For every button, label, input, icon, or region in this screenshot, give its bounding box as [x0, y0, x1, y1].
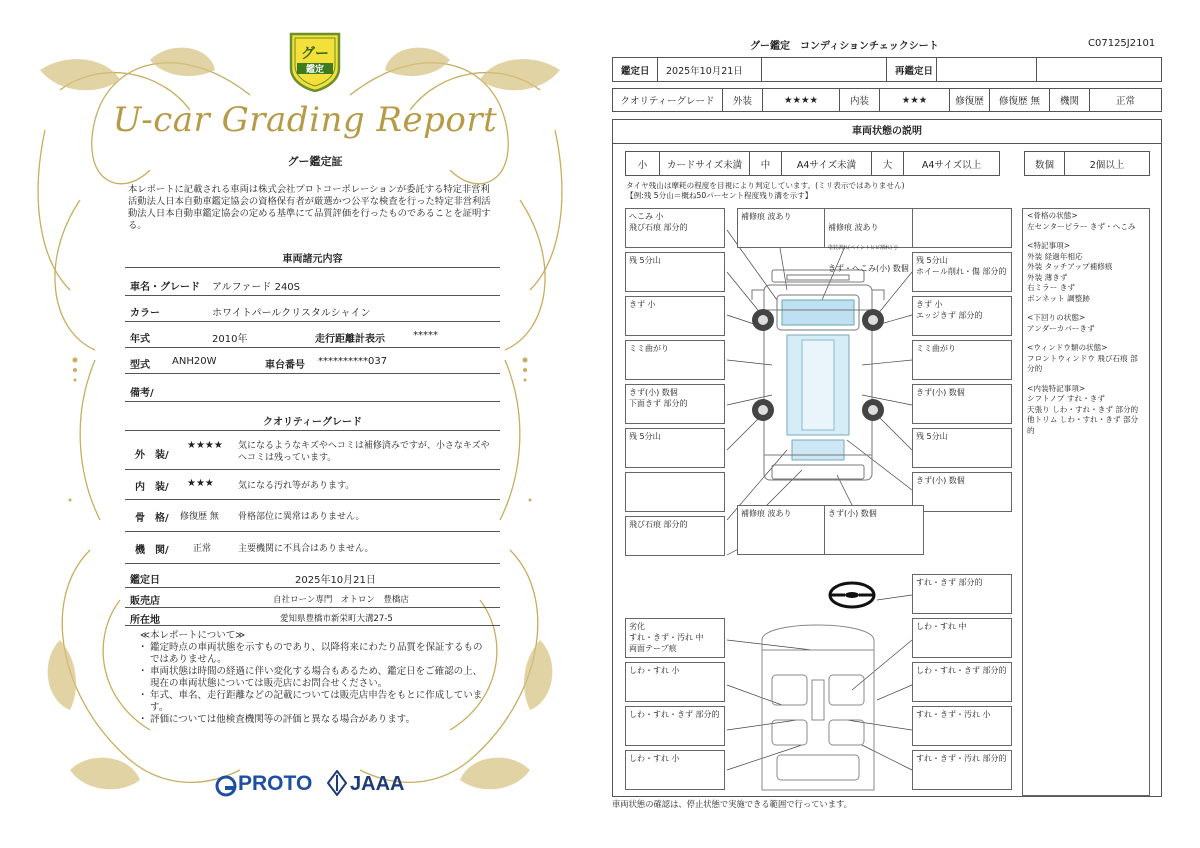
exterior-comment-box: 補修痕 波あり: [737, 208, 837, 248]
remarks-panel: [1022, 208, 1150, 796]
interior-comment-box: しわ・すれ・きず 部分的: [912, 662, 1012, 702]
grade-engine-desc: 主要機関に不具合はありません。: [238, 544, 374, 554]
exterior-comment-box: [824, 208, 924, 273]
reappraisal-date-value: [937, 58, 1037, 81]
tire-note: タイヤ残山は摩耗の程度を目視により判定しています。(ミリ表示ではありません): [626, 181, 905, 190]
shop-value: 自社ローン専門 オトロン 豊橋店: [273, 595, 409, 605]
interior-comment-box: しわ・すれ 小: [625, 662, 725, 702]
appraisal-date-value: 2025年10月21日: [658, 58, 762, 81]
grade-row-interior: [125, 470, 500, 500]
tire-example-note: 【例:残 5分山＝概ね50パーセント程度残り溝を示す】: [626, 191, 813, 200]
exterior-comment-line: きず・へこみ(小) 数個: [828, 264, 909, 273]
interior-comment-box: しわ・すれ・きず 部分的: [625, 706, 725, 746]
svg-text:グー: グー: [301, 46, 329, 62]
spec-model-label: 型式: [130, 360, 150, 371]
proto-logo: PROTO: [238, 772, 313, 795]
quality-section-title: クオリティーグレード: [263, 417, 362, 428]
notes-title: ≪本レポートについて≫: [140, 630, 246, 641]
exterior-label: 外装: [723, 89, 763, 111]
address-value: 愛知県豊橋市新栄町大溝27-5: [280, 614, 393, 624]
size-large-desc: A4サイズ以上: [921, 159, 982, 171]
size-large-label: 大: [872, 152, 904, 175]
remarks-block-body: 外装 経過年相応 外装 タッチアップ補修痕 外装 薄きず 右ミラー きず ボンネット 調整跡: [1027, 251, 1113, 303]
interior-comment-box: しわ・すれ 中: [912, 618, 1012, 658]
shop-label: 販売店: [130, 596, 160, 607]
exterior-comment-box: きず 小: [625, 296, 725, 336]
exterior-comment-box: きず(小) 数個: [912, 384, 1012, 424]
remarks-block: [1027, 211, 1145, 232]
grade-interior-desc: 気になる汚れ等があります。: [238, 481, 355, 491]
count-legend-table: [1024, 151, 1150, 176]
remarks-block: [1027, 241, 1145, 304]
exterior-comment-box: [625, 472, 725, 512]
date-row: [125, 566, 500, 588]
spec-color-value: ホワイトパールクリスタルシャイン: [212, 308, 371, 319]
grade-interior-label: 内 装/: [135, 482, 169, 493]
count-desc: 2個以上: [1089, 159, 1125, 171]
exterior-comment-box: 補修痕 波あり: [737, 505, 837, 555]
spec-name-label: 車名・グレード: [130, 282, 200, 293]
remarks-block-title: <骨格の状態>: [1027, 211, 1078, 220]
grade-exterior-value: ★★★★: [187, 440, 223, 451]
exterior-comment-box: へこみ 小 飛び石痕 部分的: [625, 208, 725, 248]
size-legend-table: [625, 151, 1000, 176]
spec-divider: [125, 267, 500, 268]
remarks-block: [1027, 313, 1145, 334]
quality-divider: [125, 430, 500, 431]
engine-label: 機関: [1050, 89, 1090, 111]
size-small-desc: カードサイズ未満: [660, 152, 750, 175]
spec-chassis-value: **********037: [318, 356, 388, 367]
exterior-comment-box: きず(小) 数個: [824, 505, 924, 555]
grade-row-frame: [125, 500, 500, 532]
exterior-comment-box: 残 5分山: [625, 428, 725, 468]
remarks-block: [1027, 384, 1145, 437]
spec-section-title: 車両諸元内容: [282, 254, 343, 265]
spec-name-value: アルファード 240S: [212, 282, 301, 293]
count-label: 数個: [1025, 152, 1065, 175]
exterior-comment-box: ミミ曲がり: [912, 340, 1012, 380]
remarks-block-body: フロントウィンドウ 飛び石痕 部分的: [1027, 353, 1138, 373]
appraisal-date-table: [612, 57, 1162, 82]
quality-grade-table: [612, 88, 1162, 112]
steering-wheel-icon: [830, 583, 874, 607]
exterior-comment-box: きず(小) 数個 下面きず 部分的: [625, 384, 725, 424]
size-mid-label: 中: [750, 152, 782, 175]
report-notes: [140, 630, 490, 726]
repair-history-value: 修復歴 無: [990, 89, 1050, 111]
jaaa-logo: JAAA: [350, 773, 405, 795]
shop-row: [125, 588, 500, 608]
vehicle-state-title: 車両状態の説明: [613, 120, 1161, 144]
grade-engine-value: 正常: [193, 544, 212, 554]
footer-note: 車両状態の確認は、停止状態で実施できる範囲で行っています。: [612, 799, 852, 809]
report-title: U-car Grading Report: [112, 100, 498, 140]
exterior-comment-box: 飛び石痕 部分的: [625, 516, 725, 556]
spec-row-color: [125, 297, 500, 322]
exterior-comment-line: 補修痕 波あり: [828, 223, 879, 232]
certificate-title: グー鑑定証: [287, 155, 343, 168]
address-row: [125, 608, 500, 626]
document-code: C07125J2101: [1088, 38, 1156, 49]
spec-row-name: [125, 271, 500, 296]
quality-grade-label: クオリティーグレード: [613, 89, 723, 111]
exterior-comment-box: きず 小 エッジきず 部分的: [912, 296, 1012, 336]
spec-model-value: ANH20W: [172, 356, 217, 367]
grade-exterior-label: 外 装/: [135, 450, 169, 461]
reappraisal-date-label: 再鑑定日: [887, 58, 937, 81]
remarks-block-body: 左センターピラー きず・へこみ: [1027, 221, 1136, 231]
address-label: 所在地: [130, 615, 160, 626]
spec-year-value: 2010年: [212, 334, 248, 345]
spec-odo-label: 走行距離計表示: [315, 334, 385, 345]
spec-row-year: [125, 323, 500, 348]
exterior-comment-line: 塗装剥れ(ペイントヒビ割れ) 小: [828, 245, 899, 251]
remarks-block-title: <下回りの状態>: [1027, 313, 1086, 322]
grade-interior-value: ★★★: [187, 478, 214, 489]
grade-row-exterior: [125, 434, 500, 470]
interior-comment-box: すれ・きず・汚れ 小: [912, 706, 1012, 746]
size-small-label: 小: [626, 152, 660, 175]
interior-comment-box: しわ・すれ 小: [625, 750, 725, 790]
grade-exterior-desc: 気になるようなキズやヘコミは補修済みですが、小さなキズやヘコミは残っています。: [238, 441, 490, 463]
remarks-block-body: アンダーカバーきず: [1027, 323, 1095, 333]
date-label: 鑑定日: [130, 575, 160, 586]
exterior-comment-box: ミミ曲がり: [625, 340, 725, 380]
note-item: ・ 評価については他検査機関等の評価と異なる場合があります。: [140, 714, 490, 726]
note-item: ・ 年式、車名、走行距離などの記載については販売店申告をもとに作成しています。: [140, 690, 490, 714]
remarks-block-title: <内装特記事項>: [1027, 383, 1086, 393]
jaaa-logo-icon: [327, 770, 347, 796]
grade-frame-label: 骨 格/: [135, 513, 169, 524]
engine-value: 正常: [1115, 96, 1135, 107]
spec-odo-value: *****: [413, 330, 438, 341]
repair-history-label: 修復歴: [950, 89, 990, 111]
note-item: ・ 車両状態は時間の経過に伴い変化する場合もあるため、鑑定日をご確認の上、現在の車両状態については販売店にお問合せください。: [140, 666, 490, 690]
exterior-comment-box: 残 5分山: [625, 252, 725, 292]
exterior-value: ★★★★: [763, 89, 840, 111]
size-mid-desc: A4サイズ未満: [782, 152, 872, 175]
note-item: ・ 鑑定時点の車両状態を示すものであり、以降将来にわたり品質を保証するものではありません。: [140, 642, 490, 666]
exterior-comment-box: きず(小) 数個: [912, 472, 1012, 512]
svg-text:鑑定: 鑑定: [305, 65, 325, 75]
sheet-title: グー鑑定 コンディションチェックシート: [750, 41, 939, 52]
exterior-comment-box: 残 5分山 ホイール削れ・傷 部分的: [912, 252, 1012, 292]
interior-comment-box: すれ・きず・汚れ 部分的: [912, 750, 1012, 790]
remarks-block-title: <ウィンドウ類の状態>: [1027, 343, 1108, 352]
spec-remarks-label: 備考/: [130, 388, 154, 399]
spec-year-label: 年式: [130, 334, 150, 345]
exterior-comment-box: 残 5分山: [912, 428, 1012, 468]
goo-appraisal-badge-logo: [287, 30, 343, 92]
date-blank-cell: [762, 58, 887, 81]
spec-color-label: カラー: [130, 308, 160, 319]
proto-logo-icon: [215, 775, 237, 797]
exterior-comment-box: [912, 208, 1012, 248]
grade-row-engine: [125, 532, 500, 564]
date-value: 2025年10月21日: [295, 575, 376, 586]
grade-engine-label: 機 関/: [135, 545, 169, 556]
interior-comment-box: 劣化 すれ・きず・汚れ 中 両面テープ痕: [625, 618, 725, 658]
interior-comment-box: すれ・きず 部分的: [912, 574, 1012, 614]
interior-label: 内装: [840, 89, 880, 111]
grade-frame-value: 修復歴 無: [180, 512, 219, 522]
spec-row-remarks: [125, 377, 500, 402]
remarks-block: [1027, 343, 1145, 375]
remarks-block-title: <特記事項>: [1027, 241, 1071, 250]
date-blank-cell: [1037, 58, 1161, 81]
spec-chassis-label: 車台番号: [265, 360, 305, 371]
certificate-intro: 本レポートに記載される車両は株式会社プロトコーポレーションが委託する特定非営利活動法人日本自動車鑑定協会の資格保有者が厳選かつ公平な検査を行った特定非営利活動法人日本自動車鑑定協会の定める基準にて品質評価を行ったものであることを証明する。: [128, 184, 491, 231]
grade-frame-desc: 骨格部位に異常はありません。: [238, 512, 365, 522]
appraisal-date-label: 鑑定日: [613, 58, 658, 81]
interior-value: ★★★: [880, 89, 950, 111]
spec-row-model: [125, 349, 500, 374]
remarks-block-body: シフトノブ すれ・きず 天張り しわ・すれ・きず 部分的 他トリム しわ・すれ・きず 部分的: [1027, 394, 1139, 435]
